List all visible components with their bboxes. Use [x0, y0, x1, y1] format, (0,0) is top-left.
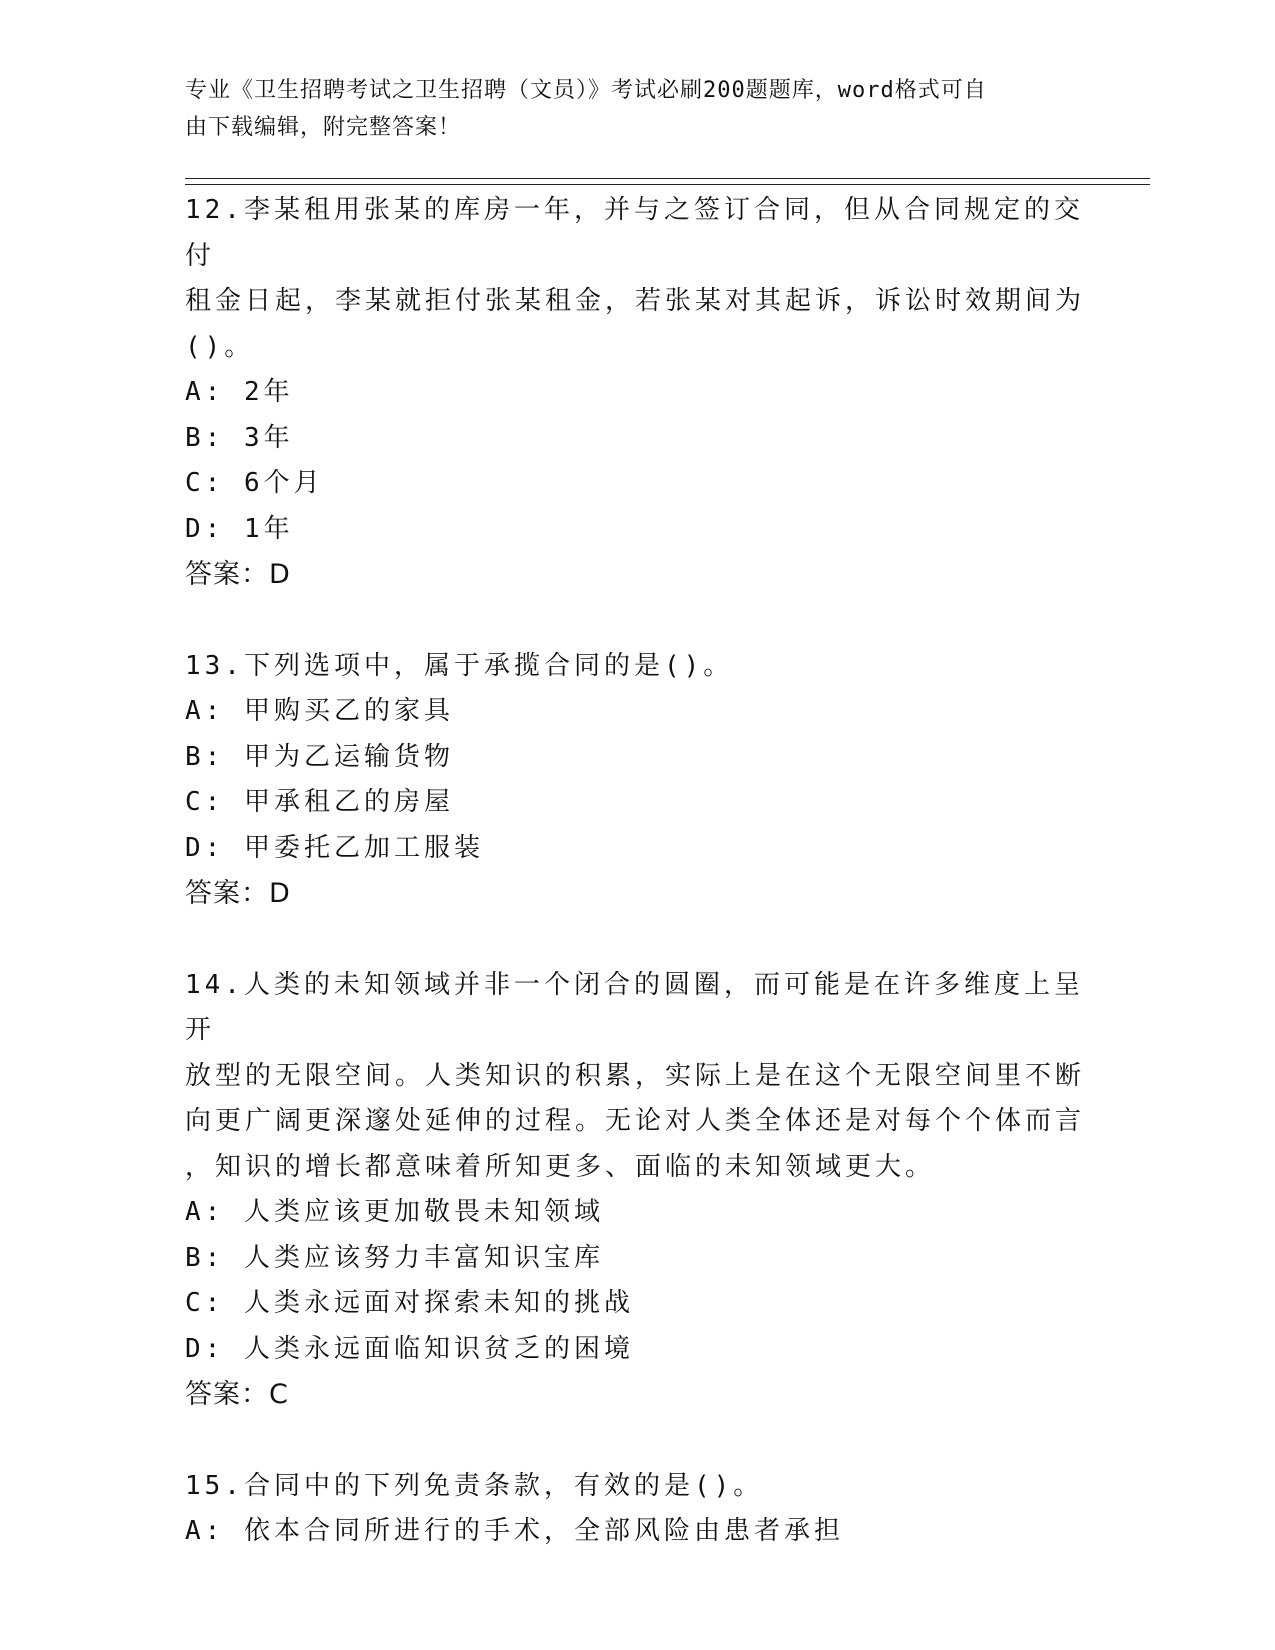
option-c: C: 甲承租乙的房屋 [185, 787, 454, 817]
question-text-line: ()。 [185, 331, 255, 362]
question-text-line: 15.合同中的下列免责条款，有效的是()。 [185, 1470, 764, 1501]
header-divider-top [185, 178, 1150, 179]
question-text-line: 14.人类的未知领域并非一个闭合的圆圈，而可能是在许多维度上呈开 [185, 969, 1084, 1045]
question-text-line: 13.下列选项中，属于承揽合同的是()。 [185, 650, 734, 681]
question-14 [185, 963, 1085, 1418]
question-list [185, 188, 1085, 1555]
question-text-line: 12.李某租用张某的库房一年，并与之签订合同，但从合同规定的交付 [185, 195, 1084, 271]
question-15 [185, 1464, 1085, 1555]
question-13 [185, 644, 1085, 917]
question-text-line: 放型的无限空间。人类知识的积累，实际上是在这个无限空间里不断 [185, 1060, 1086, 1091]
question-12 [185, 188, 1085, 598]
option-b: B: 3年 [185, 422, 294, 453]
answer-line: 答案：D [185, 878, 291, 909]
question-text-line: 租金日起，李某就拒付张某租金，若张某对其起诉，诉讼时效期间为 [185, 286, 1086, 316]
option-a: A: 2年 [185, 377, 294, 407]
document-header [185, 72, 1065, 146]
option-b: B: 人类应该努力丰富知识宝库 [185, 1242, 604, 1273]
option-b: B: 甲为乙运输货物 [185, 741, 454, 772]
option-a: A: 依本合同所进行的手术，全部风险由患者承担 [185, 1516, 844, 1546]
answer-line: 答案：D [185, 559, 291, 590]
answer-line: 答案：C [185, 1379, 289, 1410]
option-c: C: 人类永远面对探索未知的挑战 [185, 1288, 634, 1318]
question-text-line: 向更广阔更深邃处延伸的过程。无论对人类全体还是对每个个体而言 [185, 1106, 1086, 1136]
option-d: D: 人类永远面临知识贫乏的困境 [185, 1333, 634, 1364]
option-d: D: 1年 [185, 513, 294, 544]
question-text-line: ，知识的增长都意味着所知更多、面临的未知领域更大。 [185, 1151, 936, 1182]
header-divider-bottom [185, 184, 1150, 185]
header-line-1: 专业《卫生招聘考试之卫生招聘（文员）》考试必刷200题题库，word格式可自 [185, 78, 987, 103]
header-line-2: 由下载编辑，附完整答案！ [185, 115, 462, 140]
option-a: A: 甲购买乙的家具 [185, 696, 454, 726]
option-a: A: 人类应该更加敬畏未知领域 [185, 1197, 604, 1227]
option-d: D: 甲委托乙加工服装 [185, 832, 484, 863]
option-c: C: 6个月 [185, 468, 324, 498]
